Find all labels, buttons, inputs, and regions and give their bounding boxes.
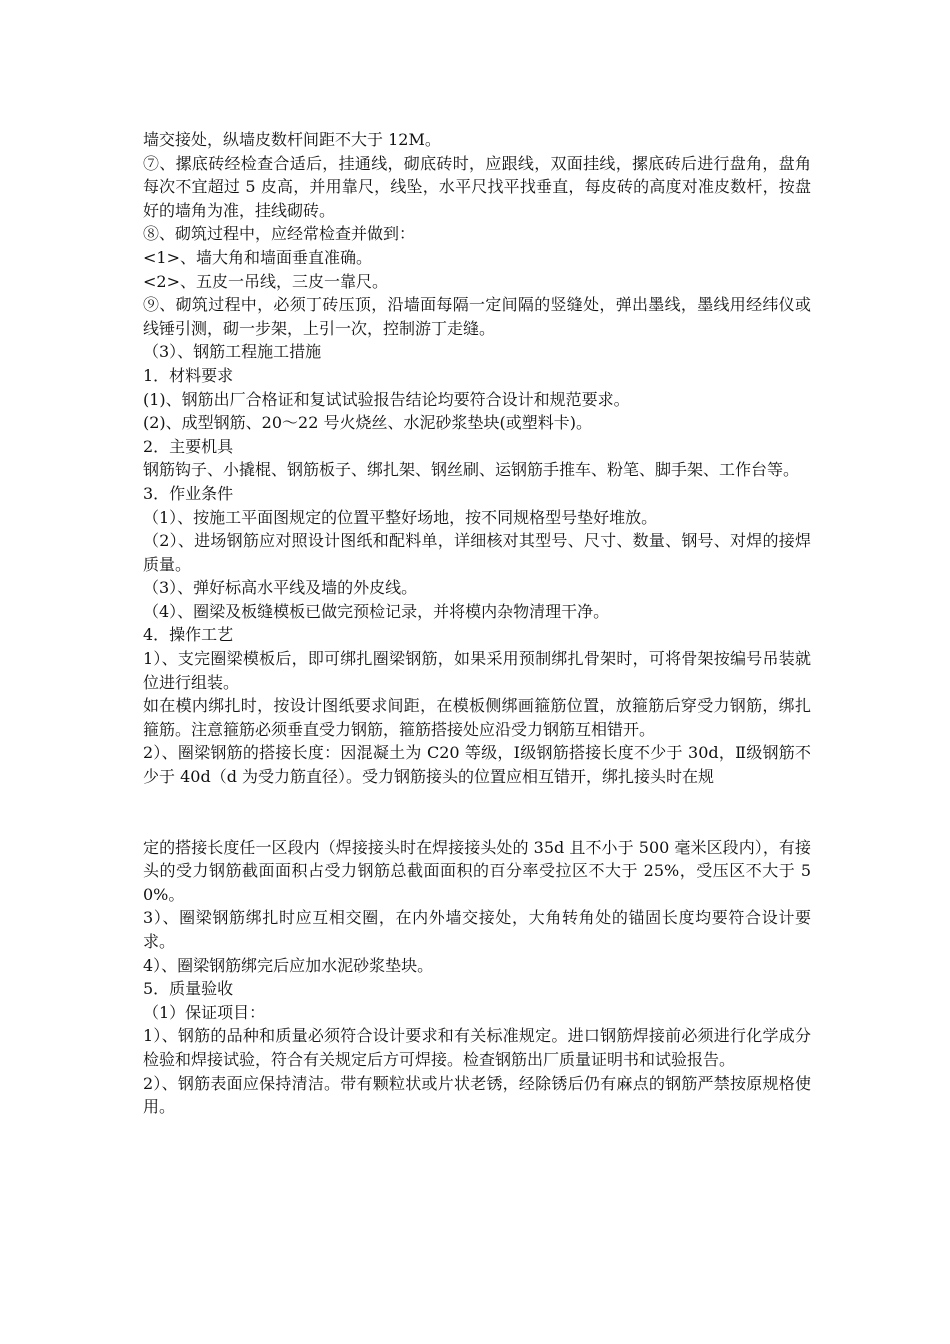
section-heading-rebar: （3）、钢筋工程施工措施 bbox=[143, 342, 322, 362]
paragraph-process-4: 4）、圈梁钢筋绑完后应加水泥砂浆垫块。 bbox=[143, 955, 434, 975]
paragraph-condition-4: （4）、圈梁及板缝模板已做完预检记录，并将模内杂物清理干净。 bbox=[143, 601, 610, 621]
paragraph-condition-1: （1）、按施工平面图规定的位置平整好场地，按不同规格型号垫好堆放。 bbox=[143, 507, 658, 527]
paragraph-process-3: 3）、圈梁钢筋绑扎时应互相交圈，在内外墙交接处，大角转角处的锚固长度均要符合设计要求。 bbox=[143, 908, 811, 951]
heading-quality-acceptance: 5．质量验收 bbox=[143, 979, 234, 999]
paragraph-process-in-mold: 如在模内绑扎时，按设计图纸要求间距，在模板侧绑画箍筋位置，放箍筋后穿受力钢筋，绑扎箍筋。注意箍筋必须垂直受力钢筋，箍筋搭接处应沿受力钢筋互相错开。 bbox=[143, 696, 811, 739]
paragraph-material-2: (2)、成型钢筋、20～22 号火烧丝、水泥砂浆垫块(或塑料卡)。 bbox=[143, 413, 592, 433]
heading-operation-process: 4．操作工艺 bbox=[143, 625, 234, 645]
heading-guarantee-items: （1）保证项目： bbox=[143, 1002, 266, 1022]
paragraph-item-9: ⑨、砌筑过程中，必须丁砖压顶，沿墙面每隔一定间隔的竖缝处，弹出墨线，墨线用经纬仪或线锤引测，砌一步架，上引一次，控制游丁走缝。 bbox=[143, 295, 811, 338]
paragraph-process-2-continued: 定的搭接长度任一区段内（焊接接头时在焊接接头处的 35d 且不小于 500 毫米区段内），有接头的受力钢筋截面面积占受力钢筋总截面面积的百分率受拉区不大于 25%，受压区不大于 50%。 bbox=[143, 837, 811, 904]
paragraph-wall-junction: 墙交接处，纵墙皮数杆间距不大于 12M。 bbox=[143, 130, 441, 149]
paragraph-process-2: 2）、圈梁钢筋的搭接长度：因混凝土为 C20 等级，Ⅰ级钢筋搭接长度不少于 30d，Ⅱ级钢筋不少于 40d（d 为受力筋直径）。受力钢筋接头的位置应相互错开，绑扎接头时在规 bbox=[143, 743, 811, 787]
paragraph-condition-3: （3）、弹好标高水平线及墙的外皮线。 bbox=[143, 578, 418, 598]
paragraph-guarantee-2: 2）、钢筋表面应保持清洁。带有颗粒状或片状老锈，经除锈后仍有麻点的钢筋严禁按原规格使用。 bbox=[143, 1073, 811, 1117]
paragraph-tools-list: 钢筋钩子、小撬棍、钢筋板子、绑扎架、钢丝刷、运钢筋手推车、粉笔、脚手架、工作台等。 bbox=[143, 460, 800, 480]
document-body bbox=[143, 128, 811, 1119]
heading-main-tools: 2．主要机具 bbox=[143, 436, 234, 456]
paragraph-check-2: <2>、五皮一吊线，三皮一靠尺。 bbox=[143, 271, 388, 291]
paragraph-condition-2: （2）、进场钢筋应对照设计图纸和配料单，详细核对其型号、尺寸、数量、钢号、对焊的接焊质量。 bbox=[143, 531, 811, 574]
paragraph-process-1: 1）、支完圈梁模板后，即可绑扎圈梁钢筋，如果采用预制绑扎骨架时，可将骨架按编号吊装就位进行组装。 bbox=[143, 649, 811, 692]
page-break-gap bbox=[143, 789, 811, 836]
heading-work-conditions: 3．作业条件 bbox=[143, 483, 234, 503]
heading-material-requirements: 1．材料要求 bbox=[143, 365, 234, 385]
paragraph-item-8: ⑧、砌筑过程中，应经常检查并做到： bbox=[143, 224, 416, 244]
paragraph-guarantee-1: 1）、钢筋的品种和质量必须符合设计要求和有关标准规定。进口钢筋焊接前必须进行化学成分检验和焊接试验，符合有关规定后方可焊接。检查钢筋出厂质量证明书和试验报告。 bbox=[143, 1026, 811, 1069]
paragraph-item-7: ⑦、摞底砖经检查合适后，挂通线，砌底砖时，应跟线，双面挂线，摞底砖后进行盘角，盘角每次不宜超过 5 皮高，并用靠尺，线坠，水平尺找平找垂直，每皮砖的高度对准皮数杆，按盘好的墙角为准，挂线砌砖。 bbox=[143, 153, 811, 220]
paragraph-check-1: <1>、墙大角和墙面垂直准确。 bbox=[143, 247, 372, 267]
paragraph-material-1: (1)、钢筋出厂合格证和复试试验报告结论均要符合设计和规范要求。 bbox=[143, 389, 630, 409]
